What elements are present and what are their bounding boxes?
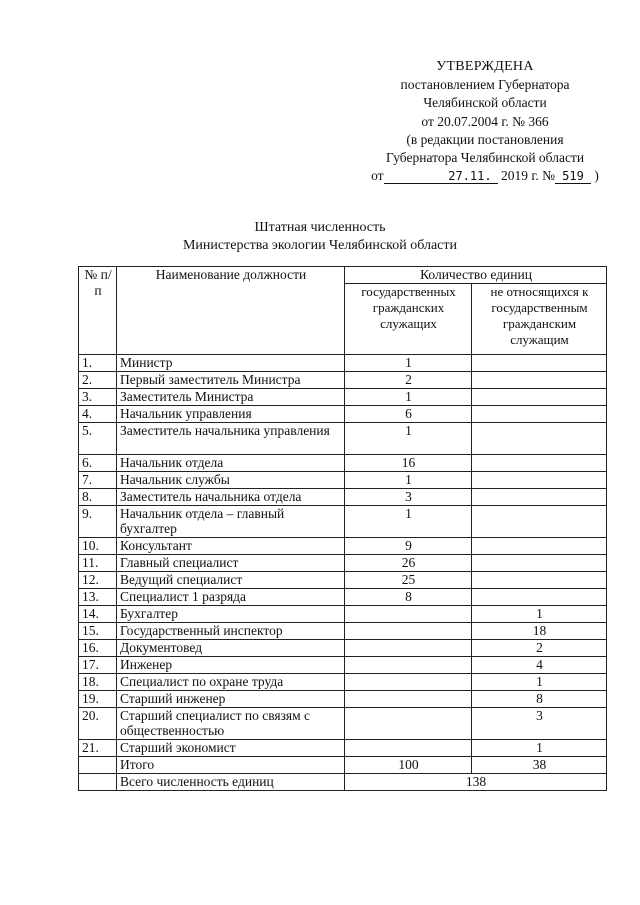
row-position: Ведущий специалист [117, 571, 345, 588]
table-row [79, 571, 607, 588]
heading-line-2: Министерства экологии Челябинской области [182, 237, 457, 253]
table-row [79, 405, 607, 422]
grand-number-cell [79, 773, 117, 790]
row-other-count [472, 537, 607, 554]
row-civil-count: 1 [345, 354, 472, 371]
table-row [79, 554, 607, 571]
row-civil-count: 8 [345, 588, 472, 605]
row-position: Инженер [117, 656, 345, 673]
row-position: Старший специалист по связям с общественностью [117, 707, 345, 739]
row-other-count: 1 [472, 673, 607, 690]
row-civil-count: 1 [345, 471, 472, 488]
amendment-closing: ) [594, 168, 599, 184]
row-number: 15. [79, 622, 117, 639]
row-other-count: 4 [472, 656, 607, 673]
approval-stamp [360, 58, 610, 185]
row-civil-count: 2 [345, 371, 472, 388]
approval-title: УТВЕРЖДЕНА [436, 59, 534, 74]
approval-line: (в редакции постановления [406, 131, 564, 147]
row-civil-count: 25 [345, 571, 472, 588]
row-number: 18. [79, 673, 117, 690]
row-number: 17. [79, 656, 117, 673]
header-number: № п/п [79, 267, 117, 355]
row-number: 3. [79, 388, 117, 405]
row-position: Бухгалтер [117, 605, 345, 622]
row-other-count [472, 388, 607, 405]
row-civil-count: 16 [345, 454, 472, 471]
row-number: 20. [79, 707, 117, 739]
row-position: Государственный инспектор [117, 622, 345, 639]
total-number-cell [79, 756, 117, 773]
row-position: Старший инженер [117, 690, 345, 707]
row-other-count [472, 371, 607, 388]
row-other-count [472, 571, 607, 588]
document-heading [0, 219, 640, 254]
row-civil-count: 1 [345, 388, 472, 405]
row-other-count: 1 [472, 605, 607, 622]
row-number: 7. [79, 471, 117, 488]
table-row [79, 354, 607, 371]
row-civil-count [345, 639, 472, 656]
row-position: Заместитель Министра [117, 388, 345, 405]
row-number: 13. [79, 588, 117, 605]
header-civil: государственных гражданских служащих [345, 283, 472, 354]
row-civil-count [345, 605, 472, 622]
row-position: Специалист 1 разряда [117, 588, 345, 605]
row-civil-count [345, 656, 472, 673]
header-noncivil: не относящихся к государственным гражданским служащим [472, 283, 607, 354]
row-civil-count: 6 [345, 405, 472, 422]
table-row [79, 707, 607, 739]
row-number: 16. [79, 639, 117, 656]
row-other-count [472, 422, 607, 454]
row-number: 19. [79, 690, 117, 707]
total-row [79, 756, 607, 773]
amendment-date: 27.11. [384, 169, 498, 184]
table-row [79, 454, 607, 471]
staff-table [78, 266, 607, 791]
grand-total-row [79, 773, 607, 790]
row-position: Заместитель начальника управления [117, 422, 345, 454]
table-row [79, 622, 607, 639]
amendment-prefix: от [371, 168, 384, 184]
approval-line: от 20.07.2004 г. № 366 [421, 113, 549, 129]
row-number: 1. [79, 354, 117, 371]
table-row [79, 388, 607, 405]
row-other-count [472, 488, 607, 505]
row-number: 11. [79, 554, 117, 571]
row-other-count [472, 405, 607, 422]
row-number: 9. [79, 505, 117, 537]
row-other-count: 18 [472, 622, 607, 639]
total-civil: 100 [345, 756, 472, 773]
total-label: Итого [117, 756, 345, 773]
row-other-count [472, 554, 607, 571]
row-other-count [472, 454, 607, 471]
row-position: Консультант [117, 537, 345, 554]
row-position: Начальник управления [117, 405, 345, 422]
row-number: 6. [79, 454, 117, 471]
table-row [79, 588, 607, 605]
row-civil-count [345, 673, 472, 690]
table-row [79, 505, 607, 537]
row-number: 8. [79, 488, 117, 505]
table-row [79, 537, 607, 554]
row-number: 12. [79, 571, 117, 588]
row-number: 4. [79, 405, 117, 422]
row-other-count [472, 471, 607, 488]
row-other-count: 8 [472, 690, 607, 707]
grand-total-value: 138 [345, 773, 607, 790]
table-row [79, 422, 607, 454]
row-number: 5. [79, 422, 117, 454]
amendment-number: 519 [555, 169, 591, 184]
grand-total-label: Всего численность единиц [117, 773, 345, 790]
row-civil-count [345, 707, 472, 739]
amendment-line [360, 167, 610, 185]
table-row [79, 471, 607, 488]
row-civil-count [345, 739, 472, 756]
row-position: Первый заместитель Министра [117, 371, 345, 388]
row-other-count: 1 [472, 739, 607, 756]
table-row [79, 605, 607, 622]
row-position: Старший экономист [117, 739, 345, 756]
approval-line: Губернатора Челябинской области [385, 150, 585, 166]
row-number: 14. [79, 605, 117, 622]
row-number: 2. [79, 371, 117, 388]
table-row [79, 690, 607, 707]
amendment-year: 2019 г. № [500, 168, 555, 184]
row-position: Документовед [117, 639, 345, 656]
row-position: Специалист по охране труда [117, 673, 345, 690]
table-row [79, 488, 607, 505]
table-row [79, 639, 607, 656]
header-position: Наименование должности [117, 267, 345, 355]
heading-line-1: Штатная численность [254, 220, 386, 235]
table-row [79, 656, 607, 673]
table-row [79, 371, 607, 388]
table-row [79, 739, 607, 756]
row-civil-count: 1 [345, 505, 472, 537]
row-position: Министр [117, 354, 345, 371]
row-position: Начальник отдела [117, 454, 345, 471]
row-position: Главный специалист [117, 554, 345, 571]
row-civil-count [345, 690, 472, 707]
row-civil-count: 26 [345, 554, 472, 571]
row-position: Начальник отдела – главный бухгалтер [117, 505, 345, 537]
row-other-count: 2 [472, 639, 607, 656]
row-other-count: 3 [472, 707, 607, 739]
row-other-count [472, 354, 607, 371]
row-other-count [472, 505, 607, 537]
approval-line: постановлением Губернатора [400, 77, 570, 93]
row-civil-count: 3 [345, 488, 472, 505]
row-civil-count [345, 622, 472, 639]
row-number: 21. [79, 739, 117, 756]
table-row [79, 673, 607, 690]
row-position: Заместитель начальника отдела [117, 488, 345, 505]
row-number: 10. [79, 537, 117, 554]
row-civil-count: 1 [345, 422, 472, 454]
row-civil-count: 9 [345, 537, 472, 554]
approval-line: Челябинской области [423, 95, 547, 111]
total-other: 38 [472, 756, 607, 773]
header-quantity: Количество единиц [345, 267, 607, 284]
row-position: Начальник службы [117, 471, 345, 488]
row-other-count [472, 588, 607, 605]
